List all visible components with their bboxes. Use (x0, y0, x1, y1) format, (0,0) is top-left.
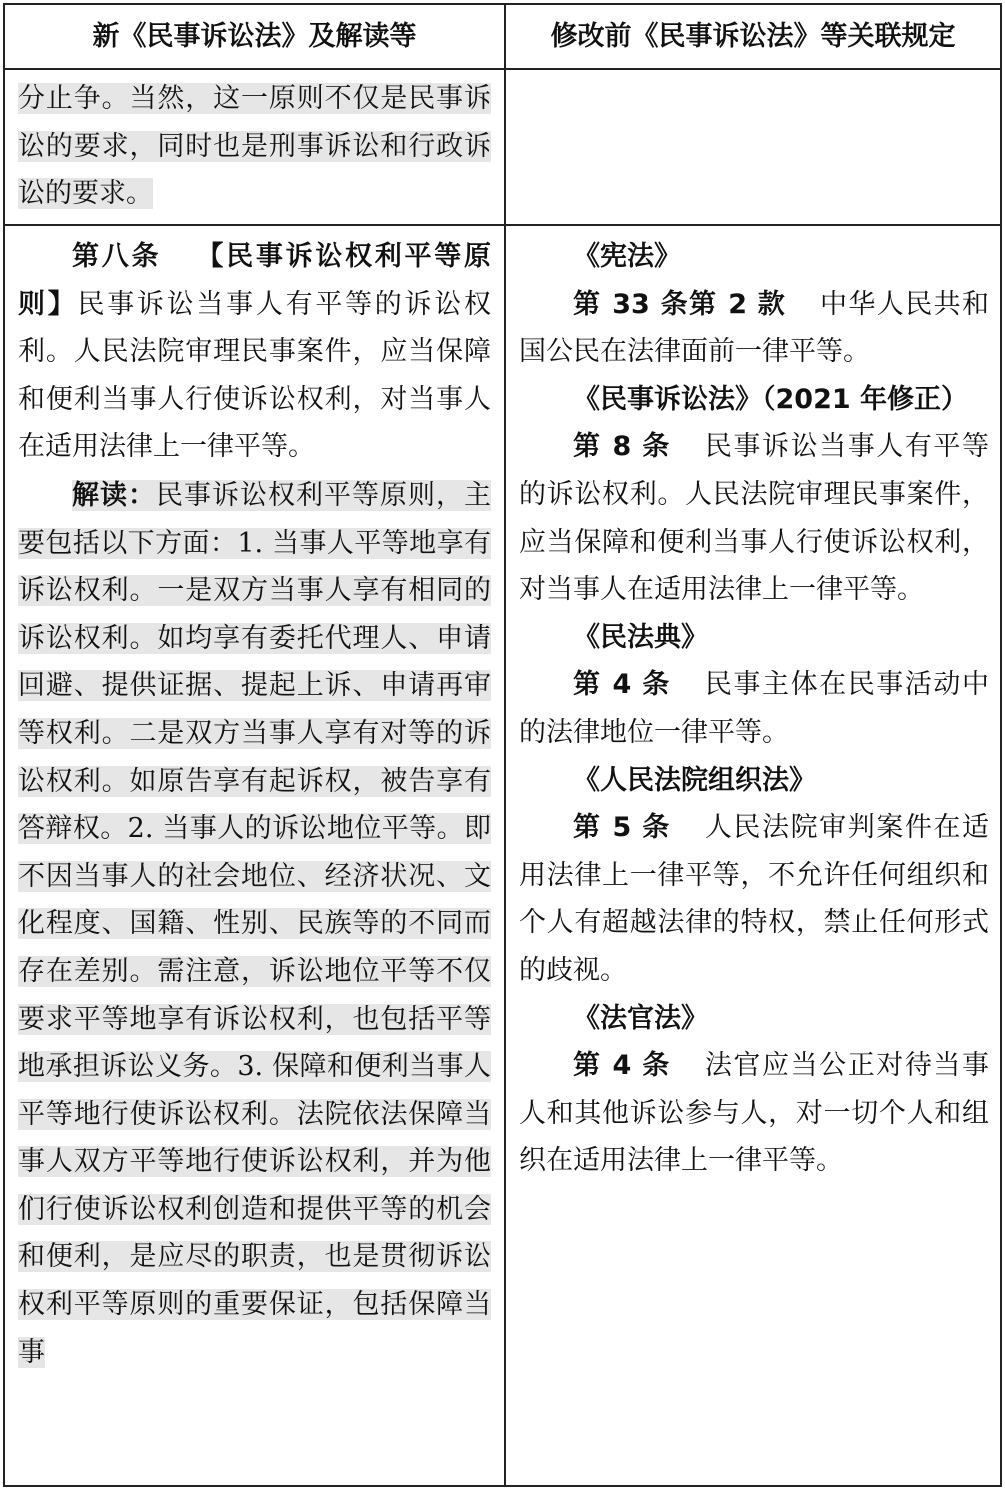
provision-text: 人民法院审判案件在适用法律上一律平等，不允许任何组织和个人有超越法律的特权，禁止任何形式的歧视。 (519, 812, 990, 986)
provision-text: 中华人民共和国公民在法律面前一律平等。 (519, 288, 989, 368)
law-name: 《民事诉讼法》（2021 年修正） (573, 383, 969, 415)
provision (519, 423, 989, 613)
provision-article: 第 8 条 (573, 431, 671, 463)
left-column-header: 新《民事诉讼法》及解读等 (92, 21, 417, 52)
left-continued-block (18, 75, 491, 218)
document-table (3, 3, 1002, 1487)
provision-article: 第 33 条第 2 款 (573, 288, 787, 320)
law-name: 《法官法》 (573, 1002, 708, 1034)
related-provisions (519, 233, 989, 1185)
law-name: 《民法典》 (573, 621, 708, 653)
left-article-block (18, 233, 491, 1376)
article-title: 【民事诉讼权利平等原则】 (18, 241, 492, 320)
provision (519, 804, 989, 994)
provision-article: 第 4 条 (573, 669, 671, 701)
continued-interpretation: 分止争。当然，这一原则不仅是民事诉讼的要求，同时也是刑事诉讼和行政诉讼的要求。 (18, 83, 491, 210)
article-text: 民事诉讼当事人有平等的诉讼权利。人民法院审理民事案件，应当保障和便利当事人行使诉讼权利，对当事人在适用法律上一律平等。 (18, 288, 492, 463)
article-eight (18, 233, 491, 471)
law-name: 《人民法院组织法》 (573, 764, 816, 796)
interpretation-label: 解读： (72, 479, 156, 511)
row-divider (5, 224, 1000, 226)
article-number: 第八条 (72, 241, 162, 272)
provision (519, 1042, 989, 1185)
provision-text: 法官应当公正对待当事人和其他诉讼参与人，对一切个人和组织在适用法律上一律平等。 (519, 1050, 990, 1177)
column-divider (504, 5, 506, 1485)
provision (519, 281, 989, 376)
law-name: 《宪法》 (573, 241, 681, 272)
provision-text: 民事诉讼当事人有平等的诉讼权利。人民法院审理民事案件，应当保障和便利当事人行使诉讼权利，对当事人在适用法律上一律平等。 (519, 431, 990, 606)
provision-text: 民事主体在民事活动中的法律地位一律平等。 (519, 669, 990, 748)
interpretation-text: 民事诉讼权利平等原则，主要包括以下方面：1. 当事人平等地享有诉讼权利。一是双方当事人享有相同的诉讼权利。如均享有委托代理人、申请回避、提供证据、提起上诉、申请再审等权利。二是双方当事人享有对等的诉讼权利。如原告享有起诉权，被告享有答辩权。2. 当事人的诉讼地位平等。即不因当事人的社会地位、经济状况、文化程度、国籍、性别、民族等的不同而存在差别。需注意，诉讼地位平等不仅要求平等地享有诉讼权利，也包括平等地承担诉讼义务。3. 保障和便利当事人平等地行使诉讼权利。法院依法保障当事人双方平等地行使诉讼权利，并为他们行使诉讼权利创造和提供平等的机会和便利，是应尽的职责，也是贯彻诉讼权利平等原则的重要保证，包括保障当事 (18, 479, 491, 1368)
interpretation (18, 472, 491, 1376)
header-divider (5, 68, 1000, 70)
right-column-header: 修改前《民事诉讼法》等关联规定 (550, 21, 956, 52)
provision (519, 661, 989, 756)
provision-article: 第 4 条 (573, 1050, 671, 1082)
provision-article: 第 5 条 (573, 812, 671, 844)
